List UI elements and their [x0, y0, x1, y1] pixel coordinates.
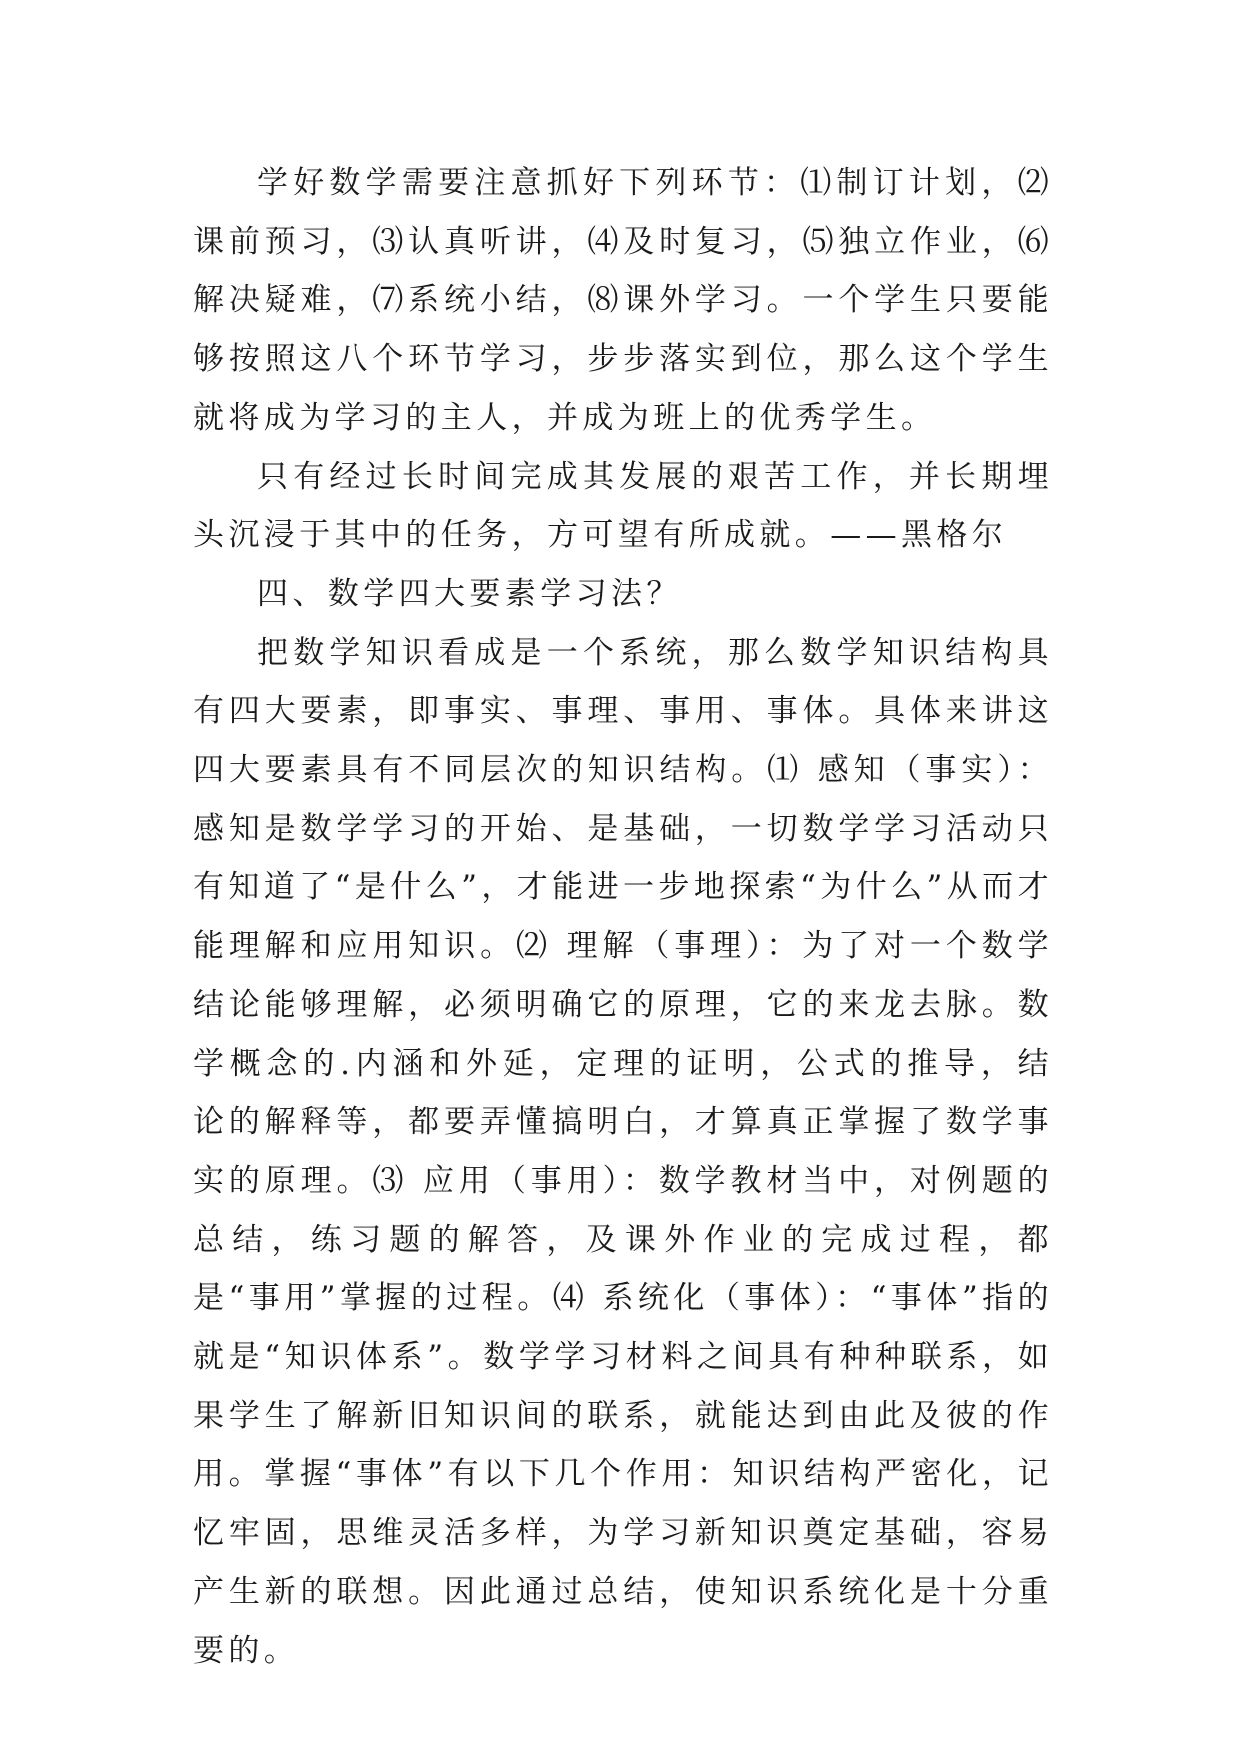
- paragraph-four-elements: 把数学知识看成是一个系统，那么数学知识结构具有四大要素，即事实、事理、事用、事体。具体来讲这四大要素具有不同层次的知识结构。⑴ 感知（事实）：感知是数学学习的开始、是基础，一切数学学习活动只有知道了“是什么”，才能进一步地探索“为什么”从而才能理解和应用知识。⑵ 理解（事理）：为了对一个数学结论能够理解，必须明确它的原理，它的来龙去脉。数学概念的.内涵和外延，定理的证明，公式的推导，结论的解释等，都要弄懂搞明白，才算真正掌握了数学事实的原理。⑶ 应用（事用）：数学教材当中，对例题的总结，练习题的解答，及课外作业的完成过程，都是“事用”掌握的过程。⑷ 系统化（事体）：“事体”指的就是“知识体系”。数学学习材料之间具有种种联系，如果学生了解新旧知识间的联系，就能达到由此及彼的作用。掌握“事体”有以下几个作用：知识结构严密化，记忆牢固，思维灵活多样，为学习新知识奠定基础，容易产生新的联想。因此通过总结，使知识系统化是十分重要的。: [193, 634, 1053, 1669]
- paragraph-hegel-quote: 只有经过长时间完成其发展的艰苦工作，并长期埋头沉浸于其中的任务，方可望有所成就。——黑格尔: [193, 458, 1053, 554]
- document-body: [193, 154, 1053, 1680]
- section-heading-four-elements: 四、数学四大要素学习法？: [257, 575, 682, 612]
- paragraph-study-steps: 学好数学需要注意抓好下列环节：⑴制订计划，⑵课前预习，⑶认真听讲，⑷及时复习，⑸独立作业，⑹解决疑难，⑺系统小结，⑻课外学习。一个学生只要能够按照这八个环节学习，步步落实到位，那么这个学生就将成为学习的主人，并成为班上的优秀学生。: [193, 165, 1053, 436]
